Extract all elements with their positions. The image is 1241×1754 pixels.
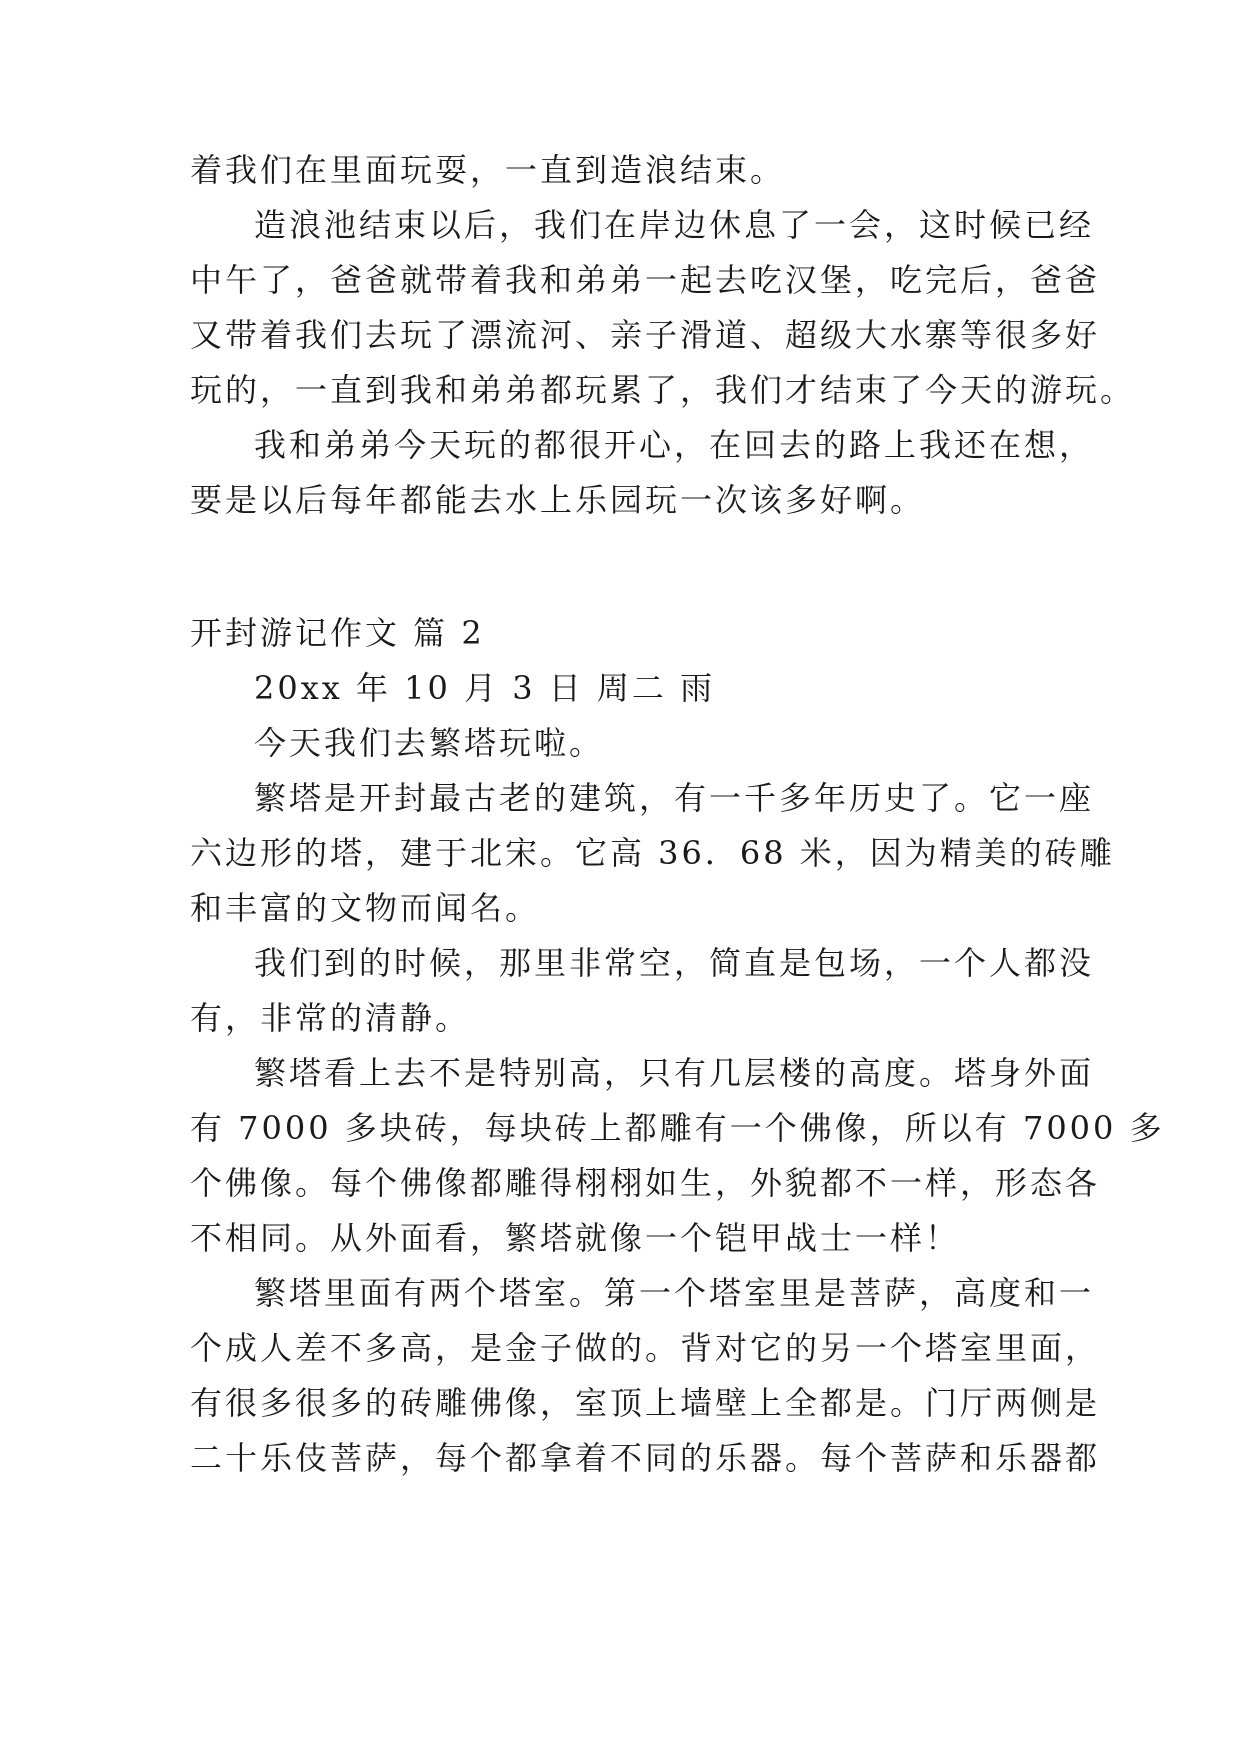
text-line: 繁塔是开封最古老的建筑，有一千多年历史了。它一座 <box>254 779 1095 817</box>
text-line: 个成人差不多高，是金子做的。背对它的另一个塔室里面， <box>190 1329 1101 1367</box>
date-line: 20xx 年 10 月 3 日 周二 雨 <box>254 669 716 707</box>
text-line: 二十乐伎菩萨，每个都拿着不同的乐器。每个菩萨和乐器都 <box>190 1439 1101 1477</box>
section-heading: 开封游记作文 篇 2 <box>190 614 485 652</box>
text-line: 中午了，爸爸就带着我和弟弟一起去吃汉堡，吃完后，爸爸 <box>190 261 1101 299</box>
text-line: 造浪池结束以后，我们在岸边休息了一会，这时候已经 <box>254 206 1095 244</box>
text-line: 着我们在里面玩耍，一直到造浪结束。 <box>190 151 786 189</box>
text-line: 六边形的塔，建于北宋。它高 36．68 米，因为精美的砖雕 <box>190 834 1115 872</box>
text-line: 又带着我们去玩了漂流河、亲子滑道、超级大水寨等很多好 <box>190 316 1101 354</box>
text-line: 要是以后每年都能去水上乐园玩一次该多好啊。 <box>190 481 926 519</box>
text-line: 有 7000 多块砖，每块砖上都雕有一个佛像，所以有 7000 多 <box>190 1109 1165 1147</box>
text-line: 不相同。从外面看，繁塔就像一个铠甲战士一样！ <box>190 1219 961 1257</box>
text-line: 今天我们去繁塔玩啦。 <box>254 724 605 762</box>
text-line: 和丰富的文物而闻名。 <box>190 889 541 927</box>
text-line: 繁塔看上去不是特别高，只有几层楼的高度。塔身外面 <box>254 1054 1095 1092</box>
text-line: 我们到的时候，那里非常空，简直是包场，一个人都没 <box>254 944 1095 982</box>
text-line: 有，非常的清静。 <box>190 999 471 1037</box>
text-line: 玩的，一直到我和弟弟都玩累了，我们才结束了今天的游玩。 <box>190 371 1136 409</box>
text-line: 我和弟弟今天玩的都很开心，在回去的路上我还在想， <box>254 426 1095 464</box>
text-line: 有很多很多的砖雕佛像，室顶上墙壁上全都是。门厅两侧是 <box>190 1384 1101 1422</box>
text-line: 个佛像。每个佛像都雕得栩栩如生，外貌都不一样，形态各 <box>190 1164 1101 1202</box>
text-line: 繁塔里面有两个塔室。第一个塔室里是菩萨，高度和一 <box>254 1274 1095 1312</box>
